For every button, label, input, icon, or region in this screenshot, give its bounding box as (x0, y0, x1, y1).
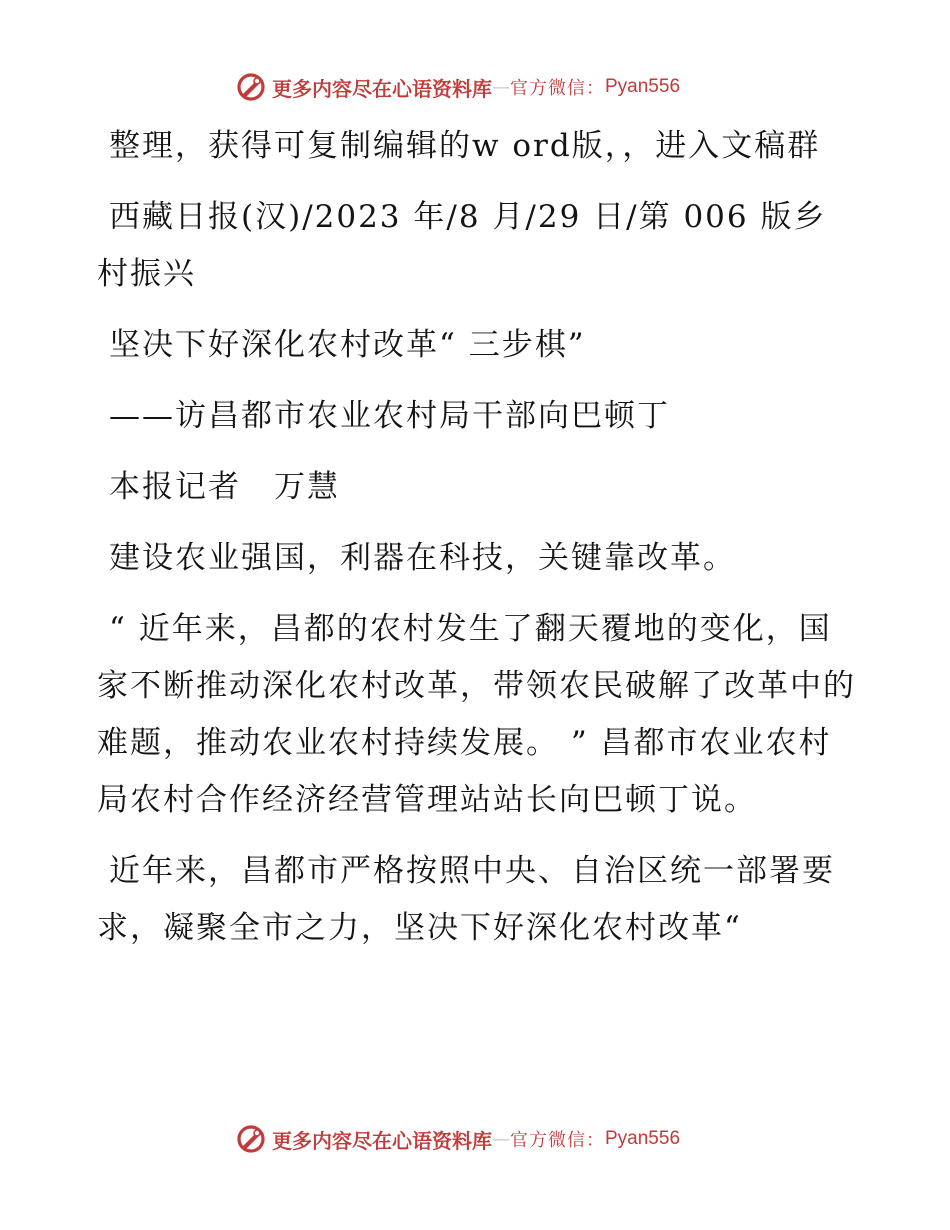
article-subtitle: ——访昌都市农业农村局干部向巴顿丁 (109, 398, 670, 434)
paragraph-source: 西藏日报(汉)/2023 年/8 月/29 日/第 006 版乡村振兴 (97, 199, 827, 292)
header-watermark (236, 72, 680, 102)
watermark-brand: 更多内容尽在心语资料库 (272, 1128, 492, 1153)
paragraph-intro: 整理，获得可复制编辑的w ord版，，进入文稿群 (109, 128, 821, 164)
watermark-official-label: 官方微信： (510, 78, 605, 99)
brand-logo-icon (236, 72, 266, 102)
brand-logo-icon (236, 1124, 266, 1154)
paragraph-body: 近年来，昌都市严格按照中央、自治区统一部署要求，凝聚全市之力，坚决下好深化农村改革“ (97, 853, 835, 946)
watermark-wechat-id: Pyan556 (605, 1128, 681, 1149)
footer-watermark (236, 1124, 680, 1154)
paragraph-quote: “ 近年来，昌都的农村发生了翻天覆地的变化，国家不断推动深化农村改革，带领农民破解了改革中的难题，推动农业农村持续发展。 ” 昌都市农业农村局农村合作经济经营管理站站长向巴顿丁说。 (97, 611, 856, 818)
article-title: 坚决下好深化农村改革“ 三步棋” (109, 327, 586, 363)
article-byline: 本报记者 万慧 (109, 469, 340, 505)
watermark-official-label: 官方微信： (510, 1130, 605, 1151)
watermark-wechat-id: Pyan556 (605, 76, 681, 97)
document-body (97, 118, 857, 971)
watermark-separator: — (492, 1128, 510, 1150)
watermark-brand: 更多内容尽在心语资料库 (272, 76, 492, 101)
paragraph-lead: 建设农业强国，利器在科技，关键靠改革。 (109, 540, 736, 576)
watermark-separator: — (492, 76, 510, 98)
